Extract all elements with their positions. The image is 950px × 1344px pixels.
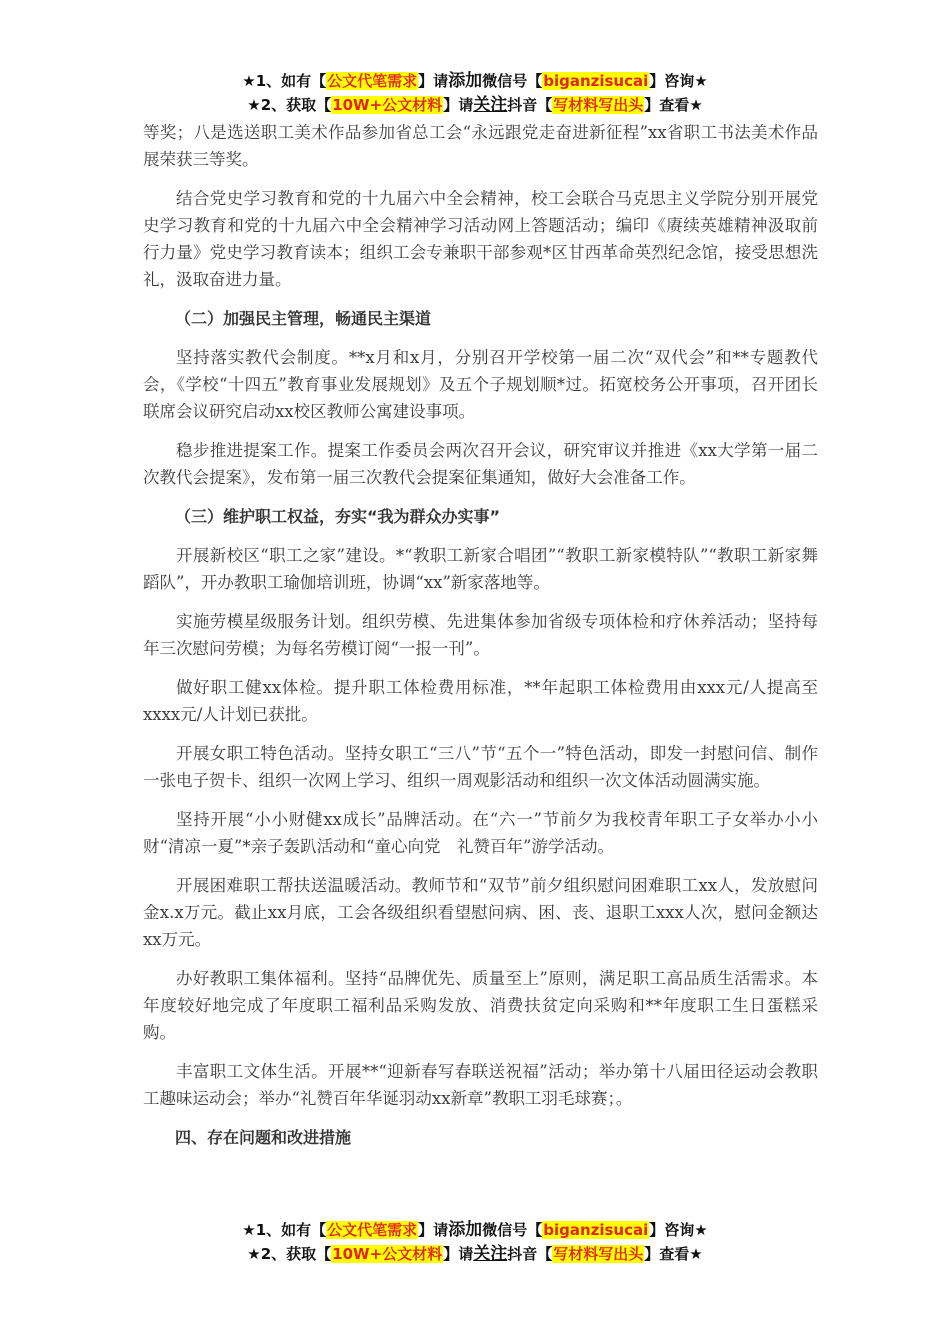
banner-line2-mid1: 】请 [443, 1245, 474, 1263]
paragraph: 坚持开展“小小财健xx成长”品牌活动。在“六一”节前夕为我校青年职工子女举办小小财“清凉一夏”*亲子轰趴活动和“童心向党 礼赞百年”游学活动。 [143, 810, 818, 856]
banner-line1-highlight-wechat: biganzisucai [543, 1221, 649, 1239]
banner-line2-mid2: 抖音【 [507, 1245, 553, 1263]
paragraph: 坚持落实教代会制度。**x月和x月，分别召开学校第一届二次“双代会”和**专题教代会，《学校“十四五”教育事业发展规划》及五个子规划顺*过。拓宽校务公开事项，召开团长联席会议研究启动xx校区教师公寓建设事项。 [143, 348, 818, 421]
paragraph: 丰富职工文体生活。开展**“迎新春写春联送祝福”活动；举办第十八届田径运动会教职工趣味运动会；举办“礼赞百年华诞羽动xx新章”教职工羽毛球赛；。 [143, 1062, 818, 1108]
banner-line1-prefix: ★1、如有【 [242, 1221, 327, 1239]
paragraph: 做好职工健xx体检。提升职工体检费用标准，**年起职工体检费用由xxx元/人提高至xxxx元/人计划已获批。 [143, 678, 818, 724]
banner-line-2 [0, 93, 950, 117]
banner-line1-highlight-wechat: biganzisucai [543, 72, 649, 90]
banner-line2-highlight-douyin: 写材料写出头 [553, 96, 644, 114]
banner-line1-prefix: ★1、如有【 [242, 72, 327, 90]
banner-line-1 [0, 69, 950, 93]
banner-line2-prefix: ★2、获取【 [247, 1245, 332, 1263]
paragraph: 开展女职工特色活动。坚持女职工“三八”节“五个一”特色活动，即发一封慰问信、制作一张电子贺卡、组织一次网上学习、组织一周观影活动和组织一次文体活动圆满实施。 [143, 744, 818, 790]
banner-line2-prefix: ★2、获取【 [247, 96, 332, 114]
banner-line1-suffix: 】咨询★ [649, 1221, 708, 1239]
paragraph: 开展新校区“职工之家”建设。*“教职工新家合唱团”“教职工新家模特队”“教职工新家舞蹈队”，开办教职工瑜伽培训班，协调“xx”新家落地等。 [143, 546, 818, 592]
banner-line2-suffix: 】查看★ [644, 96, 703, 114]
banner-line1-mid2: 微信号【 [482, 72, 543, 90]
banner-line1-mid1: 】请 [418, 72, 449, 90]
document-body [143, 119, 818, 1163]
section-heading: （三）维护职工权益，夯实“我为群众办实事” [175, 507, 501, 526]
banner-line2-highlight-douyin: 写材料写出头 [553, 1245, 644, 1263]
banner-line2-highlight-materials: 10W+公文材料 [332, 96, 443, 114]
banner-line2-mid1: 】请 [443, 96, 474, 114]
paragraph: 办好教职工集体福利。坚持“品牌优先、质量至上”原则，满足职工高品质生活需求。本年度较好地完成了年度职工福利品采购发放、消费扶贫定向采购和**年度职工生日蛋糕采购。 [143, 969, 818, 1042]
banner-line1-highlight-service: 公文代笔需求 [327, 1221, 418, 1239]
banner-line1-emph: 添加 [448, 1220, 483, 1240]
paragraph: 实施劳模星级服务计划。组织劳模、先进集体参加省级专项体检和疗休养活动；坚持每年三次慰问劳模；为每名劳模订阅“一报一刊”。 [143, 612, 818, 658]
banner-line2-highlight-materials: 10W+公文材料 [332, 1245, 443, 1263]
banner-line-1 [0, 1218, 950, 1242]
paragraph: 稳步推进提案工作。提案工作委员会两次召开会议，研究审议并推进《xx大学第一届二次教代会提案》，发布第一届三次教代会提案征集通知，做好大会准备工作。 [143, 441, 818, 487]
banner-line1-suffix: 】咨询★ [649, 72, 708, 90]
section-heading: 四、存在问题和改进措施 [175, 1128, 352, 1147]
section-heading: （二）加强民主管理，畅通民主渠道 [175, 309, 432, 328]
paragraph: 开展困难职工帮扶送温暖活动。教师节和“双节”前夕组织慰问困难职工xx人，发放慰问金x.x万元。截止xx月底，工会各级组织看望慰问病、困、丧、退职工xxx人次，慰问金额达xx万元。 [143, 876, 818, 949]
banner-line2-emph: 关注 [473, 1244, 508, 1264]
banner-line2-emph: 关注 [473, 95, 508, 115]
paragraph: 结合党史学习教育和党的十九届六中全会精神，校工会联合马克思主义学院分别开展党史学习教育和党的十九届六中全会精神学习活动网上答题活动；编印《赓续英雄精神汲取前行力量》党史学习教育读本；组织工会专兼职干部参观*区甘西革命英烈纪念馆，接受思想洗礼，汲取奋进力量。 [143, 189, 818, 289]
banner-line2-suffix: 】查看★ [644, 1245, 703, 1263]
banner-line1-emph: 添加 [448, 71, 483, 91]
banner-line-2 [0, 1242, 950, 1266]
header-banner [0, 69, 950, 117]
banner-line2-mid2: 抖音【 [507, 96, 553, 114]
banner-line1-mid2: 微信号【 [482, 1221, 543, 1239]
banner-line1-highlight-service: 公文代笔需求 [327, 72, 418, 90]
paragraph: 等奖；八是选送职工美术作品参加省总工会“永远跟党走奋进新征程”xx省职工书法美术作品展荣获三等奖。 [143, 123, 818, 169]
footer-banner [0, 1218, 950, 1266]
banner-line1-mid1: 】请 [418, 1221, 449, 1239]
